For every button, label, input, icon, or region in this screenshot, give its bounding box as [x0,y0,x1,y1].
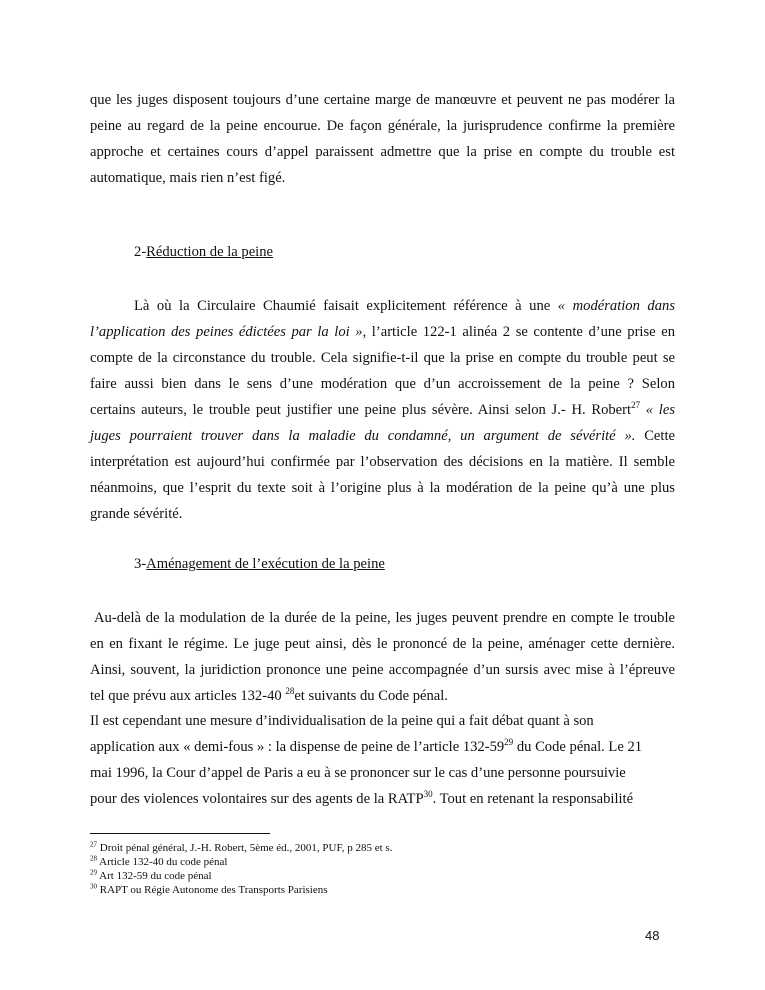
paragraph-line: en en fixant le régime. Le juge peut ainsi, dès le prononcé de la peine, aménager cette dernière. [90,636,675,652]
paragraph-line [90,683,675,709]
footnote-number: 30 [90,882,97,891]
footnote-text: Art 132-59 du code pénal [99,870,212,882]
paragraph-4 [90,708,675,812]
paragraph-2 [90,293,675,527]
footnote-text: Droit pénal général, J.-H. Robert, 5ème éd., 2001, PUF, p 285 et s. [99,842,393,854]
footnote [90,870,212,883]
paragraph-1 [90,87,675,191]
footnote-ref: 28 [285,686,295,697]
heading-title: Aménagement de l’exécution de la peine [146,556,385,572]
paragraph-line [90,423,675,449]
footnote-text: RAPT ou Régie Autonome des Transports Parisiens [99,884,328,896]
heading-number: 3- [134,556,147,572]
paragraph-line [90,734,675,760]
footnote-number: 29 [90,868,97,877]
paragraph-line: approche et certaines cours d’appel paraissent admettre que la prise en compte du trouble est [90,144,675,160]
text-run: pour des violences volontaires sur des agents de la RATP [90,791,424,807]
paragraph-line: compte de la circonstance du trouble. Cela signifie-t-il que la prise en compte du trouble peut se [90,350,675,366]
text-run: application aux « demi-fous » : la dispense de peine de l’article 132-59 [90,739,505,755]
text-run: . Tout en retenant la responsabilité [432,791,634,807]
quote-run: « les [645,402,675,418]
text-run: Cette [635,428,675,444]
text-run: Là où la Circulaire Chaumié faisait explicitement référence à une [134,298,558,314]
footnote [90,884,328,897]
heading-title: Réduction de la peine [146,244,274,260]
paragraph-line: néanmoins, que l’esprit du texte soit à l’origine plus à la modération de la peine qu’à une plus [90,480,675,496]
footnote-text: Article 132-40 du code pénal [99,856,228,868]
paragraph-line: mai 1996, la Cour d’appel de Paris a eu à se prononcer sur le cas d’une personne poursuivie [90,765,626,781]
paragraph-line [90,786,675,812]
footnote-divider [90,833,270,834]
footnote-ref: 30 [423,789,433,800]
paragraph-line: faire aussi bien dans le sens d’une modération que d’un accroissement de la peine ? Selon [90,376,675,392]
paragraph-line: Il est cependant une mesure d’individualisation de la peine qui a fait débat quant à son [90,713,594,729]
footnote [90,842,392,855]
paragraph-line: automatique, mais rien n’est figé. [90,170,286,186]
text-run: et suivants du Code pénal. [294,688,448,704]
footnote-number: 27 [90,840,97,849]
page-number: 48 [645,928,660,943]
paragraph-3 [90,605,675,709]
paragraph-line: Au-delà de la modulation de la durée de la peine, les juges peuvent prendre en compte le trouble [94,610,675,626]
paragraph-line: que les juges disposent toujours d’une certaine marge de manœuvre et peuvent ne pas modérer la [90,92,675,108]
quote-run: juges pourraient trouver dans la maladie du condamné, un argument de sévérité ». [90,428,636,444]
text-run: , l’article 122-1 alinéa 2 se contente d’une prise en [362,324,675,340]
footnote [90,856,227,869]
quote-run: l’application des peines édictées par la loi » [90,324,363,340]
text-run: tel que prévu aux articles 132-40 [90,688,286,704]
paragraph-line [90,397,675,423]
footnote-ref: 27 [631,400,641,411]
paragraph-line: interprétation est aujourd’hui confirmée par l’observation des décisions en la matière. Il semble [90,454,675,470]
footnote-ref: 29 [504,737,514,748]
section-heading-2 [134,244,273,261]
section-heading-3 [134,556,385,573]
text-run: certains auteurs, le trouble peut justifier une peine plus sévère. Ainsi selon J.- H. Robert [90,402,632,418]
footnote-number: 28 [90,854,97,863]
paragraph-line: peine au regard de la peine encourue. De façon générale, la jurisprudence confirme la première [90,118,675,134]
paragraph-line: grande sévérité. [90,506,183,522]
paragraph-line [90,319,675,345]
heading-number: 2- [134,244,147,260]
text-run: du Code pénal. Le 21 [513,739,643,755]
quote-run: « modération dans [557,298,676,314]
paragraph-line: Ainsi, souvent, la juridiction prononce une peine accompagnée d’un sursis avec mise à l’épreuve [90,662,675,678]
paragraph-line [90,293,675,319]
